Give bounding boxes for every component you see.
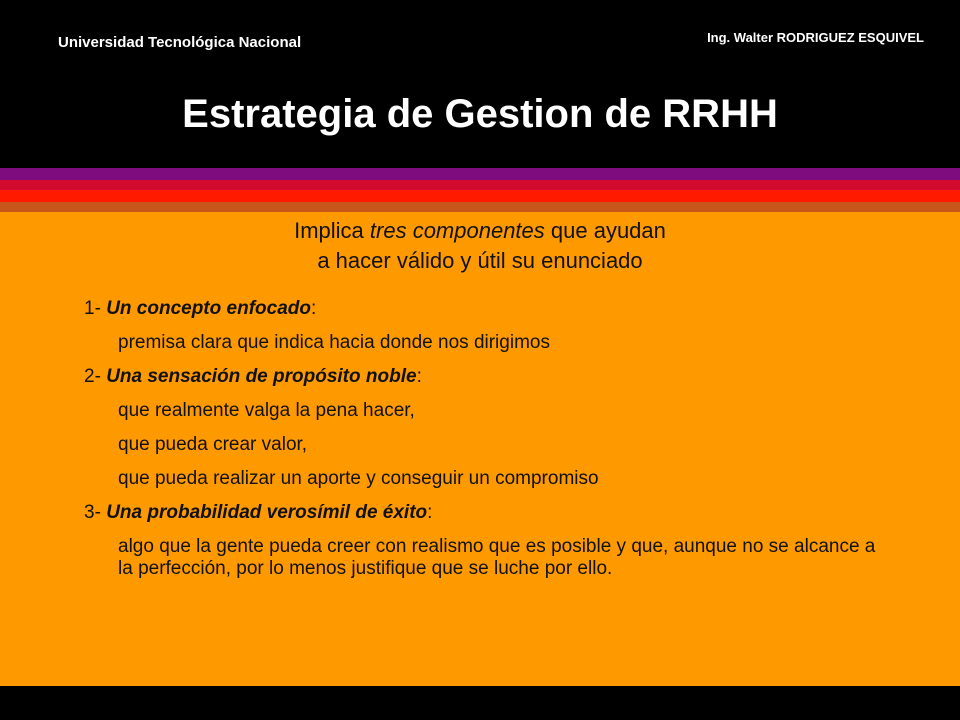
- list-item: [84, 502, 884, 524]
- item-colon: :: [310, 298, 317, 319]
- slide-title: Estrategia de Gestion de RRHH: [182, 92, 778, 136]
- list-item: [84, 298, 884, 320]
- item-detail: premisa clara que indica hacia donde nos dirigimos: [118, 332, 550, 353]
- stripe-red: [0, 190, 960, 202]
- university-name: Universidad Tecnológica Nacional: [58, 34, 302, 51]
- intro-post: que ayudan: [544, 218, 666, 243]
- stripe-brown: [0, 202, 960, 212]
- slide-header: [0, 0, 960, 168]
- intro-line-1: [0, 216, 960, 246]
- stripe-crimson: [0, 180, 960, 190]
- item-detail: que realmente valga la pena hacer,: [118, 400, 415, 421]
- item-label: Una sensación de propósito noble: [106, 366, 417, 387]
- slide-content: [0, 212, 960, 686]
- intro-line-2: a hacer válido y útil su enunciado: [317, 248, 643, 273]
- item-label: Un concepto enfocado: [106, 298, 311, 319]
- list-item: [84, 366, 884, 388]
- intro-emphasis: tres componentes: [369, 218, 545, 243]
- item-detail: que pueda crear valor,: [118, 434, 308, 455]
- item-number: 3-: [84, 502, 107, 523]
- intro-pre: Implica: [294, 218, 370, 243]
- item-detail: algo que la gente pueda creer con realismo que es posible y que, aunque no se alcance a la perfección, por lo menos justifique que se luche por ello.: [118, 536, 876, 579]
- author-name: Ing. Walter RODRIGUEZ ESQUIVEL: [707, 30, 924, 45]
- item-number: 2-: [84, 366, 107, 387]
- item-colon: :: [427, 502, 433, 523]
- component-list: [84, 298, 884, 592]
- slide-footer: [0, 686, 960, 720]
- item-number: 1-: [84, 298, 107, 319]
- item-label: Una probabilidad verosímil de éxito: [106, 502, 428, 523]
- stripe-purple: [0, 168, 960, 180]
- item-colon: :: [416, 366, 422, 387]
- item-detail: que pueda realizar un aporte y conseguir un compromiso: [118, 468, 599, 489]
- intro-text: [0, 216, 960, 276]
